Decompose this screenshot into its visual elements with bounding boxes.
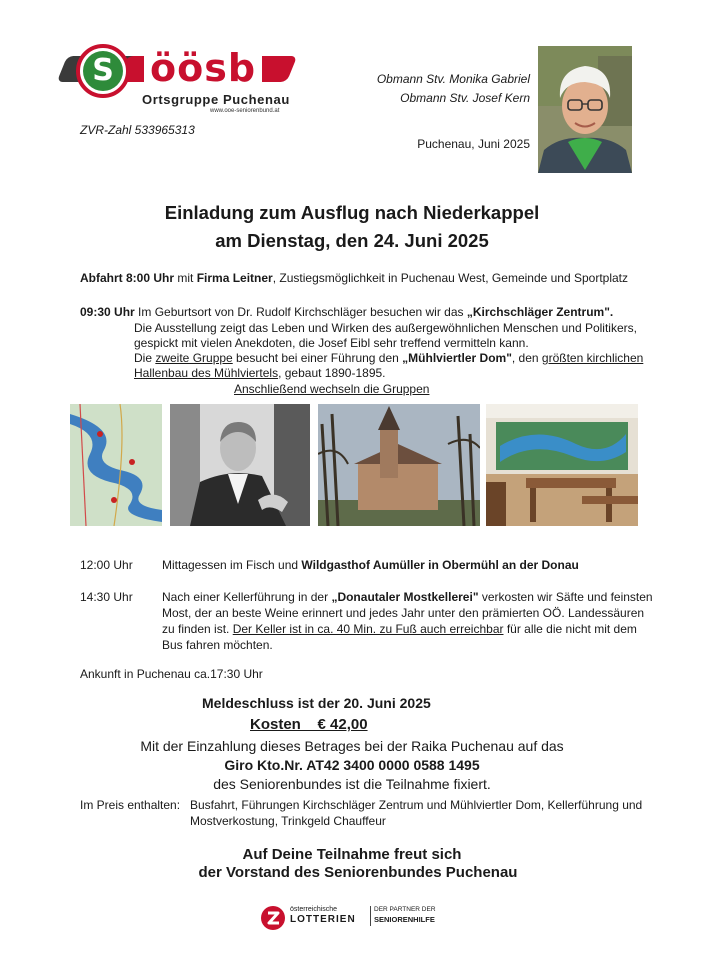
lotterien-icon [260,905,286,931]
seniorenbund-logo [62,42,302,114]
payment-confirmation: des Seniorenbundes ist die Teilnahme fixiert. [213,776,491,792]
program-0930-line1: 09:30 Uhr Im Geburtsort von Dr. Rudolf Kirchschläger besuchen wir das „Kirchschläger Zentrum". [80,305,614,319]
kirchschlaeger-portrait-image [170,404,310,526]
org-name: Ortsgruppe Puchenau [142,92,290,107]
bank-account: Giro Kto.Nr. AT42 3400 0000 0588 1495 [224,757,480,773]
obmann-line-1: Obmann Stv. Monika Gabriel [376,72,530,86]
event-title: Einladung zum Ausflug nach Niederkappel [164,202,540,223]
place-date: Puchenau, Juni 2025 [417,137,530,151]
org-website: www.ooe-seniorenbund.at [210,108,280,114]
cost-amount: Kosten € 42,00 [250,716,368,733]
program-0930-line3: gespickt mit vielen Anekdoten, die Josef Eibl sehr treffend vermitteln kann. [134,336,529,350]
price-includes-line1: Busfahrt, Führungen Kirchschläger Zentrum und Mühlviertler Dom, Kellerführung und [190,798,643,812]
departure-info: Abfahrt 8:00 Uhr mit Firma Leitner, Zustiegsmöglichkeit in Puchenau West, Gemeinde und Sportplatz [80,271,629,285]
obmann-line-2: Obmann Stv. Josef Kern [400,91,530,105]
program-1430-line2: Most, der an beste Weine erinnert und jedes Jahr unter den prämierten OÖ. Landessäuren [162,606,645,620]
program-0930-time: 09:30 Uhr [80,305,135,319]
program-1430-line1: Nach einer Kellerführung in der „Donautaler Mostkellerei" verkosten wir Säfte und feinsten [162,590,653,604]
price-includes-line2: Mostverkostung, Trinkgeld Chauffeur [190,814,386,828]
program-0930-line2: Die Ausstellung zeigt das Leben und Wirken des außergewöhnlichen Menschen und Politikers, [134,321,637,335]
program-0930-line5: Hallenbau des Mühlviertels, gebaut 1890-1895. [134,366,386,380]
closing-line-2: der Vorstand des Seniorenbundes Puchenau [198,864,518,881]
muehlviertler-dom-image [318,404,480,526]
price-includes-label: Im Preis enthalten: [80,798,181,812]
program-1430-line4: Bus fahren möchten. [162,638,273,652]
region-map-image [70,404,162,526]
arrival-time: Ankunft in Puchenau ca.17:30 Uhr [80,667,263,681]
event-date: am Dienstag, den 24. Juni 2025 [215,230,489,251]
chairman-portrait-photo [538,46,632,173]
lotterien-sponsor-logo: österreichische LOTTERIEN DER PARTNER DER SENIORENHILFE [260,903,460,933]
registration-deadline: Meldeschluss ist der 20. Juni 2025 [202,695,431,711]
logo-wordmark: öösb [144,46,262,90]
program-1430-time: 14:30 Uhr [80,590,133,604]
gasthof-terrace-image [486,404,638,526]
program-1430-line3: zu finden ist. Der Keller ist in ca. 40 Min. zu Fuß auch erreichbar für alle die nicht mit dem [162,622,637,636]
closing-line-1: Auf Deine Teilnahme freut sich [242,846,462,863]
program-1200-time: 12:00 Uhr [80,558,133,572]
groups-switch-note: Anschließend wechseln die Gruppen [234,382,430,396]
program-1200-text: Mittagessen im Fisch und Wildgasthof Aumüller in Obermühl an der Donau [162,558,579,572]
payment-instruction: Mit der Einzahlung dieses Betrages bei der Raika Puchenau auf das [140,738,564,754]
zvr-number: ZVR-Zahl 533965313 [80,123,195,137]
logo-badge-icon: S [76,44,130,98]
program-0930-line4: Die zweite Gruppe besucht bei einer Führung den „Mühlviertler Dom", den größten kirchlichen [134,351,644,365]
